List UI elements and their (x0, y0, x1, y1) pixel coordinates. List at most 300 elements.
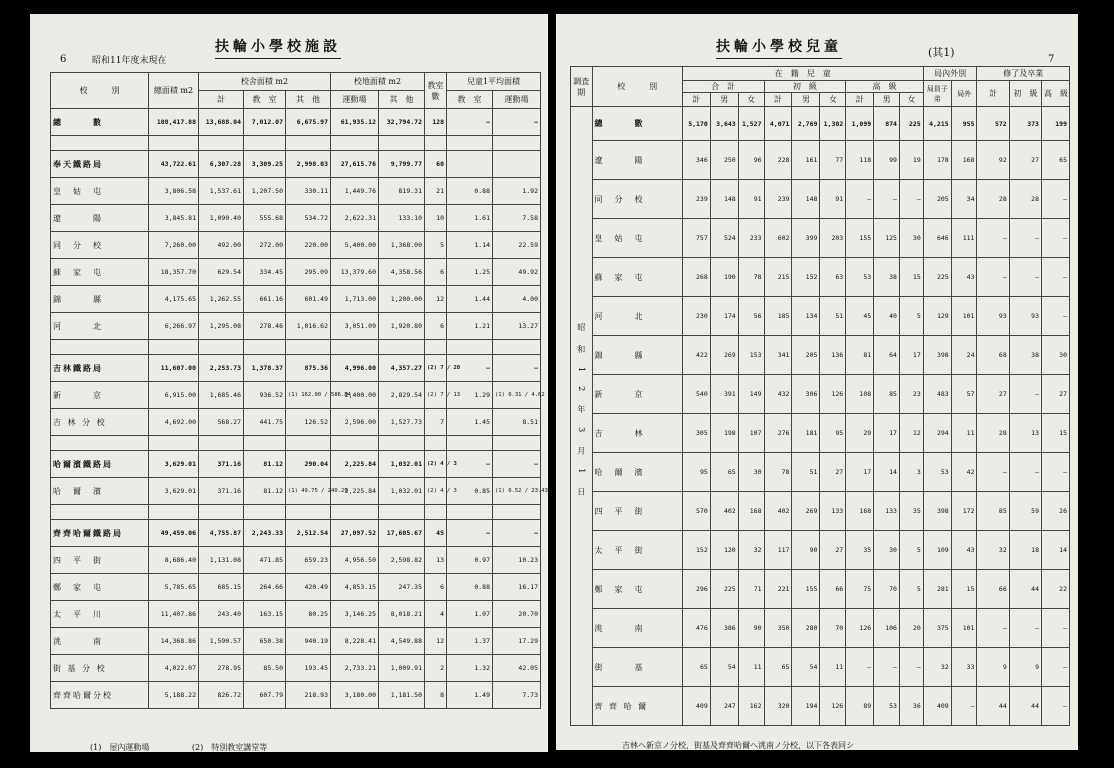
value-cell: 7.73 (493, 682, 541, 709)
value-cell: (1) 0.31 / 4.62 (493, 382, 541, 409)
value-cell: 27 (820, 453, 846, 492)
value-cell: 75 (846, 570, 874, 609)
value-cell (493, 151, 541, 178)
value-cell: — (1041, 219, 1069, 258)
value-cell: 8,018.21 (379, 601, 425, 628)
footnote-1: (1) 屋內運動場 (90, 743, 150, 752)
value-cell: 205 (923, 180, 951, 219)
value-cell: 568.27 (199, 409, 244, 436)
school-name: 總 數 (51, 109, 149, 136)
school-name: 吉 林 分 校 (51, 409, 149, 436)
col-school: 校 別 (51, 73, 149, 109)
value-cell: 60 (425, 151, 447, 178)
value-cell: (2) 7 / 20 (425, 355, 447, 382)
series-label: (其1) (928, 46, 955, 59)
value-cell: 168 (738, 492, 764, 531)
empty-cell (493, 340, 541, 355)
value-cell: 250 (710, 141, 738, 180)
school-name: 太 平 川 (51, 601, 149, 628)
empty-cell (331, 505, 379, 520)
table-row (51, 178, 541, 205)
col-building-total: 計 (199, 91, 244, 109)
value-cell: 13 (425, 547, 447, 574)
value-cell: 99 (874, 141, 900, 180)
value-cell: 247 (710, 687, 738, 726)
value-cell: 320 (764, 687, 792, 726)
value-cell: 955 (951, 107, 977, 141)
value-cell: 471.85 (244, 547, 286, 574)
value-cell: 874 (874, 107, 900, 141)
value-cell: 51 (792, 453, 820, 492)
value-cell: 126 (820, 375, 846, 414)
value-cell: 2,829.54 (379, 382, 425, 409)
value-cell: 11 (820, 648, 846, 687)
value-cell: 2,243.33 (244, 520, 286, 547)
value-cell: 2,225.84 (331, 451, 379, 478)
value-cell: 398 (923, 492, 951, 531)
value-cell: 152 (682, 531, 710, 570)
value-cell: 1,131.08 (199, 547, 244, 574)
value-cell: 68 (977, 336, 1009, 375)
value-cell: 476 (682, 609, 710, 648)
value-cell: 228 (764, 141, 792, 180)
value-cell: 90 (738, 609, 764, 648)
value-cell: 1,207.50 (244, 178, 286, 205)
table-row (51, 286, 541, 313)
value-cell: 6 (425, 259, 447, 286)
value-cell: 9 (977, 648, 1009, 687)
empty-cell (447, 436, 493, 451)
value-cell: 11,607.00 (149, 355, 199, 382)
value-cell: 133 (874, 492, 900, 531)
value-cell: 36 (899, 687, 923, 726)
value-cell: 92 (977, 141, 1009, 180)
empty-cell (425, 340, 447, 355)
value-cell: 185 (764, 297, 792, 336)
value-cell: 133 (820, 492, 846, 531)
value-cell: — (1009, 219, 1041, 258)
value-cell: (2) 4 / 3 (425, 451, 447, 478)
page-title-right: 扶輪小學校兒童 (716, 36, 842, 59)
value-cell: 402 (764, 492, 792, 531)
school-name: 吉林鐵路局 (51, 355, 149, 382)
value-cell: 225 (923, 258, 951, 297)
school-name: 齊齊哈爾鐵路局 (51, 520, 149, 547)
value-cell: 198 (710, 414, 738, 453)
value-cell: 85 (977, 492, 1009, 531)
col-elem-female: 女 (820, 93, 846, 107)
value-cell: 1.92 (493, 178, 541, 205)
value-cell: 42 (951, 453, 977, 492)
value-cell: 409 (923, 687, 951, 726)
value-cell: 1,920.80 (379, 313, 425, 340)
value-cell: — (1009, 609, 1041, 648)
table-row (51, 205, 541, 232)
value-cell: 819.31 (379, 178, 425, 205)
value-cell: — (977, 219, 1009, 258)
empty-cell (447, 136, 493, 151)
school-name: 新 京 (51, 382, 149, 409)
value-cell: 0.85 (447, 478, 493, 505)
value-cell: 163.15 (244, 601, 286, 628)
value-cell: 65 (682, 648, 710, 687)
empty-cell (493, 505, 541, 520)
empty-cell (493, 436, 541, 451)
value-cell: 14 (874, 453, 900, 492)
value-cell: 661.16 (244, 286, 286, 313)
value-cell: 373 (1009, 107, 1041, 141)
footnotes (90, 742, 267, 753)
school-name: 蘇 家 屯 (51, 259, 149, 286)
value-cell: 28 (977, 180, 1009, 219)
empty-cell (331, 436, 379, 451)
value-cell: 239 (682, 180, 710, 219)
value-cell: 81.12 (244, 451, 286, 478)
value-cell: 181 (792, 414, 820, 453)
value-cell: 19 (899, 141, 923, 180)
value-cell: 10.23 (493, 547, 541, 574)
value-cell: 20 (899, 609, 923, 648)
value-cell: — (493, 520, 541, 547)
school-name: 同 分 校 (592, 180, 682, 219)
value-cell: 8,228.41 (331, 628, 379, 655)
value-cell: — (874, 180, 900, 219)
empty-cell (199, 136, 244, 151)
value-cell: 629.54 (199, 259, 244, 286)
value-cell: 221 (764, 570, 792, 609)
value-cell: 276 (764, 414, 792, 453)
value-cell: 1,685.46 (199, 382, 244, 409)
value-cell: 6,675.97 (286, 109, 331, 136)
table-row (51, 655, 541, 682)
value-cell: — (1041, 687, 1069, 726)
value-cell: 409 (682, 687, 710, 726)
value-cell: 6 (425, 574, 447, 601)
col-higher-female: 女 (899, 93, 923, 107)
table-row (571, 687, 1070, 726)
value-cell: 278.95 (199, 655, 244, 682)
col-building-other: 其 他 (286, 91, 331, 109)
value-cell: 4,692.00 (149, 409, 199, 436)
table-row (571, 375, 1070, 414)
school-name: 吉 林 (592, 414, 682, 453)
value-cell: 4,357.27 (379, 355, 425, 382)
school-name: 河 北 (592, 297, 682, 336)
value-cell: — (951, 687, 977, 726)
value-cell: 117 (764, 531, 792, 570)
value-cell: 1.14 (447, 232, 493, 259)
value-cell: 278.46 (244, 313, 286, 340)
value-cell: 280 (792, 609, 820, 648)
value-cell: 45 (846, 297, 874, 336)
value-cell: 134 (792, 297, 820, 336)
value-cell: (1) 0.52 / 23.43 (493, 478, 541, 505)
value-cell: 120 (710, 531, 738, 570)
value-cell: 77 (820, 141, 846, 180)
value-cell: — (1041, 297, 1069, 336)
value-cell: 6,266.97 (149, 313, 199, 340)
value-cell: 30 (1041, 336, 1069, 375)
table-row (571, 531, 1070, 570)
value-cell: 85.50 (244, 655, 286, 682)
col-classroom-count: 教室數 (425, 73, 447, 109)
value-cell: 149 (738, 375, 764, 414)
empty-cell (149, 340, 199, 355)
school-name: 四 平 街 (51, 547, 149, 574)
value-cell: 54 (710, 648, 738, 687)
value-cell: 1.29 (447, 382, 493, 409)
value-cell: (1) 49.75 / 240.29 (286, 478, 331, 505)
empty-cell (149, 505, 199, 520)
value-cell: 391 (710, 375, 738, 414)
value-cell: 70 (874, 570, 900, 609)
col-land-other: 其 他 (379, 91, 425, 109)
col-higher: 高 級 (846, 81, 924, 93)
value-cell: 2 (425, 655, 447, 682)
footnote-2: (2) 特別教室講堂等 (191, 743, 268, 752)
school-name: 錦 縣 (51, 286, 149, 313)
value-cell: 43,722.61 (149, 151, 199, 178)
value-cell: 53 (923, 453, 951, 492)
col-total-female: 女 (738, 93, 764, 107)
value-cell: 3 (899, 453, 923, 492)
empty-cell (51, 340, 149, 355)
empty-cell (286, 340, 331, 355)
value-cell: 89 (846, 687, 874, 726)
value-cell: 483 (923, 375, 951, 414)
value-cell: 1,200.00 (379, 286, 425, 313)
table-row (51, 520, 541, 547)
col-school-right: 校 別 (592, 67, 682, 107)
value-cell: 152 (792, 258, 820, 297)
value-cell: 1,378.37 (244, 355, 286, 382)
value-cell: 148 (792, 180, 820, 219)
value-cell: 3,643 (710, 107, 738, 141)
value-cell: 12 (425, 628, 447, 655)
empty-cell (51, 436, 149, 451)
value-cell: — (1041, 453, 1069, 492)
value-cell: 111 (951, 219, 977, 258)
table-row (571, 570, 1070, 609)
value-cell: 133.10 (379, 205, 425, 232)
col-building-group: 校舍面積 m2 (199, 73, 331, 91)
value-cell: 3,629.01 (149, 478, 199, 505)
empty-cell (244, 136, 286, 151)
table-row (51, 436, 541, 451)
table-row (571, 180, 1070, 219)
value-cell: 268 (682, 258, 710, 297)
value-cell: 534.72 (286, 205, 331, 232)
value-cell: 101 (951, 609, 977, 648)
value-cell: 3,309.25 (244, 151, 286, 178)
page-number: 6 (60, 54, 67, 65)
value-cell: — (493, 109, 541, 136)
value-cell: 136 (820, 336, 846, 375)
empty-cell (149, 436, 199, 451)
value-cell: 56 (738, 297, 764, 336)
value-cell: 32,794.72 (379, 109, 425, 136)
school-name: 新 京 (592, 375, 682, 414)
empty-cell (51, 505, 149, 520)
value-cell: 1.44 (447, 286, 493, 313)
value-cell: 272.00 (244, 232, 286, 259)
value-cell: 153 (738, 336, 764, 375)
value-cell: 81.12 (244, 478, 286, 505)
value-cell: 4,956.50 (331, 547, 379, 574)
value-cell: 555.68 (244, 205, 286, 232)
value-cell: 109 (923, 531, 951, 570)
value-cell: 646 (923, 219, 951, 258)
value-cell: 295.09 (286, 259, 331, 286)
col-outside: 局外 (951, 81, 977, 107)
value-cell: 106 (874, 609, 900, 648)
value-cell: 572 (977, 107, 1009, 141)
value-cell: 38 (1009, 336, 1041, 375)
value-cell: 5 (425, 232, 447, 259)
value-cell: 16.17 (493, 574, 541, 601)
value-cell: 290.04 (286, 451, 331, 478)
col-grad: 修了及卒業 (977, 67, 1070, 81)
value-cell: 42.05 (493, 655, 541, 682)
table-row (51, 574, 541, 601)
value-cell: 1.07 (447, 601, 493, 628)
table-row (571, 336, 1070, 375)
value-cell: 108 (846, 375, 874, 414)
empty-cell (244, 436, 286, 451)
value-cell: 1,009.91 (379, 655, 425, 682)
value-cell: — (1041, 180, 1069, 219)
value-cell: 13,688.04 (199, 109, 244, 136)
value-cell: 4,358.56 (379, 259, 425, 286)
value-cell: 71 (738, 570, 764, 609)
value-cell: 5 (899, 570, 923, 609)
value-cell: 4,549.88 (379, 628, 425, 655)
value-cell: 17 (899, 336, 923, 375)
value-cell: 3,051.09 (331, 313, 379, 340)
value-cell: 108,417.88 (149, 109, 199, 136)
value-cell: 40 (874, 297, 900, 336)
value-cell: 101 (951, 297, 977, 336)
value-cell: 1.61 (447, 205, 493, 232)
value-cell: 12 (425, 286, 447, 313)
value-cell: 341 (764, 336, 792, 375)
value-cell: 17 (846, 453, 874, 492)
value-cell: 14,368.86 (149, 628, 199, 655)
value-cell: 13 (1009, 414, 1041, 453)
value-cell: 305 (682, 414, 710, 453)
table-row (571, 219, 1070, 258)
empty-cell (379, 436, 425, 451)
value-cell: 59 (1009, 492, 1041, 531)
value-cell: 5,188.22 (149, 682, 199, 709)
value-cell: 129 (923, 297, 951, 336)
value-cell: 4,996.00 (331, 355, 379, 382)
value-cell: 11 (951, 414, 977, 453)
value-cell: 5,785.65 (149, 574, 199, 601)
value-cell: 3,806.58 (149, 178, 199, 205)
table-row (571, 297, 1070, 336)
value-cell: 1.21 (447, 313, 493, 340)
value-cell: 45 (425, 520, 447, 547)
col-inout: 局內外別 (923, 67, 977, 81)
value-cell: 215 (764, 258, 792, 297)
value-cell: 51 (820, 297, 846, 336)
value-cell: 346 (682, 141, 710, 180)
col-elem-male: 男 (792, 93, 820, 107)
value-cell: 6,915.00 (149, 382, 199, 409)
value-cell: 269 (792, 492, 820, 531)
value-cell: 20.70 (493, 601, 541, 628)
school-name: 鄭 家 屯 (592, 570, 682, 609)
school-name: 哈 爾 濱 (51, 478, 149, 505)
children-table (570, 66, 1070, 726)
value-cell: — (1009, 453, 1041, 492)
page-title: 扶輪小學校施設 (215, 36, 341, 59)
col-enrolled: 在 籍 兒 童 (682, 67, 923, 81)
value-cell: 11,407.86 (149, 601, 199, 628)
value-cell: 1,527.73 (379, 409, 425, 436)
school-name: 四 平 街 (592, 492, 682, 531)
value-cell: 172 (951, 492, 977, 531)
value-cell: — (447, 109, 493, 136)
value-cell: 27 (820, 531, 846, 570)
value-cell: 826.72 (199, 682, 244, 709)
value-cell: 4,755.87 (199, 520, 244, 547)
value-cell: 125 (874, 219, 900, 258)
value-cell: 4,853.15 (331, 574, 379, 601)
value-cell: 27 (1041, 375, 1069, 414)
school-name: 太 平 街 (592, 531, 682, 570)
value-cell: 402 (710, 492, 738, 531)
value-cell: 8 (425, 682, 447, 709)
value-cell: 2,998.03 (286, 151, 331, 178)
school-name: 皇 姑 屯 (51, 178, 149, 205)
value-cell: 66 (977, 570, 1009, 609)
table-row (571, 414, 1070, 453)
value-cell: 29 (846, 414, 874, 453)
value-cell (447, 151, 493, 178)
value-cell: 350 (764, 609, 792, 648)
value-cell: 4,022.07 (149, 655, 199, 682)
table-row (571, 107, 1070, 141)
value-cell: 57 (951, 375, 977, 414)
value-cell: 178 (923, 141, 951, 180)
value-cell: 247.35 (379, 574, 425, 601)
value-cell: 93 (977, 297, 1009, 336)
value-cell: 35 (899, 492, 923, 531)
value-cell: 13.27 (493, 313, 541, 340)
value-cell: 386 (710, 609, 738, 648)
empty-cell (244, 505, 286, 520)
value-cell: 492.00 (199, 232, 244, 259)
value-cell: 294 (923, 414, 951, 453)
value-cell: 161 (792, 141, 820, 180)
value-cell: 1,302 (820, 107, 846, 141)
value-cell: 2,225.84 (331, 478, 379, 505)
col-per-child-group: 兒童1平均面積 (447, 73, 541, 91)
value-cell: 18,357.70 (149, 259, 199, 286)
col-grad-higher: 高 級 (1041, 81, 1069, 107)
value-cell: 1,262.55 (199, 286, 244, 313)
value-cell: — (1009, 375, 1041, 414)
value-cell: 78 (738, 258, 764, 297)
value-cell: — (977, 453, 1009, 492)
value-cell: 193.45 (286, 655, 331, 682)
value-cell: 15 (951, 570, 977, 609)
value-cell: 2,253.73 (199, 355, 244, 382)
value-cell: 174 (710, 297, 738, 336)
value-cell: 11 (738, 648, 764, 687)
